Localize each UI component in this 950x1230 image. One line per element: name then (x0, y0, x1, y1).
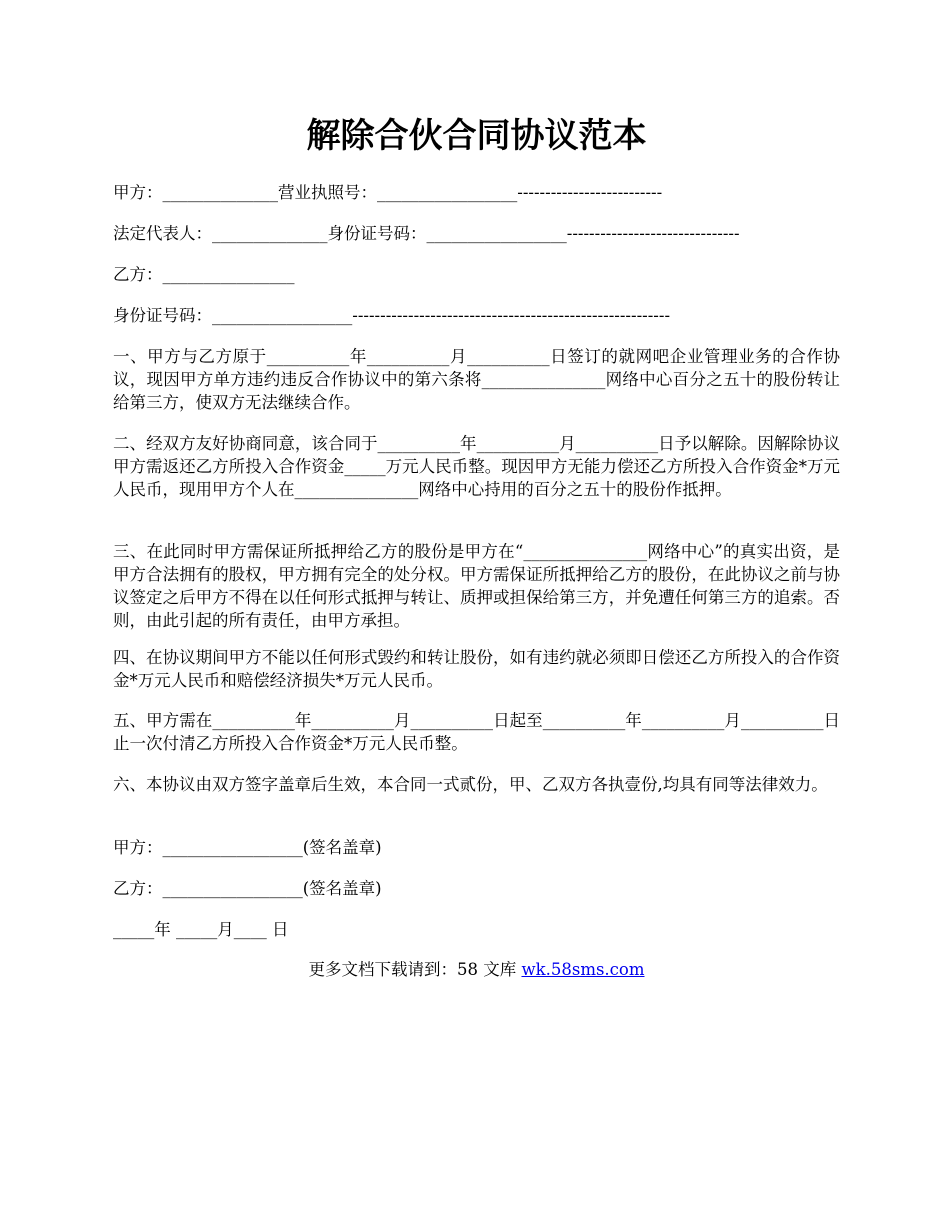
legal-representative-line: 法定代表人：______________身份证号码：_________________------------------------------- (113, 224, 740, 243)
clause-2: 二、经双方友好协商同意，该合同于__________年__________月__________日予以解除。因解除协议甲方需返还乙方所投入合作资金_____万元人民币整。现因甲方无能力偿还乙方所投入合作资金*万元人民币，现用甲方个人在_______________网络中心持用的百分之五十的股份作抵押。 (113, 434, 840, 499)
clause-4: 四、在协议期间甲方不能以任何形式毁约和转让股份，如有违约就必须即日偿还乙方所投入的合作资金*万元人民币和赔偿经济损失*万元人民币。 (113, 648, 840, 690)
party-a-signature: 甲方：_________________(签名盖章) (113, 838, 382, 857)
party-a-line: 甲方：______________营业执照号：_________________-------------------------- (113, 183, 663, 202)
document-title: 解除合伙合同协议范本 (306, 116, 647, 156)
signature-date: _____年 _____月____ 日 (113, 920, 289, 939)
clause-6: 六、本协议由双方签字盖章后生效，本合同一式贰份，甲、乙双方各执壹份,均具有同等法律效力。 (113, 775, 828, 794)
footer (113, 958, 840, 981)
clause-3: 三、在此同时甲方需保证所抵押给乙方的股份是甲方在“_______________网络中心”的真实出资，是甲方合法拥有的股权，甲方拥有完全的处分权。甲方需保证所抵押给乙方的股份，在此协议之前与协议签定之后甲方不得在以任何形式抵押与转让、质押或担保给第三方，并免遭任何第三方的追索。否则，由此引起的所有责任，由甲方承担。 (113, 542, 840, 630)
clause-1: 一、甲方与乙方原于__________年__________月__________日签订的就网吧企业管理业务的合作协议，现因甲方单方违约违反合作协议中的第六条将_______________网络中心百分之五十的股份转让给第三方，使双方无法继续合作。 (113, 347, 840, 412)
clause-5: 五、甲方需在__________年__________月__________日起至__________年__________月__________日止一次付清乙方所投入合作资金*万元人民币整。 (113, 711, 840, 753)
party-b-line: 乙方：________________ (113, 265, 295, 284)
party-b-signature: 乙方：_________________(签名盖章) (113, 879, 382, 898)
id-number-line: 身份证号码：_________________--------------------------------------------------------- (113, 306, 671, 325)
footer-text: 更多文档下载请到：58 文库 (308, 960, 522, 979)
footer-link[interactable]: wk.58sms.com (521, 960, 645, 979)
